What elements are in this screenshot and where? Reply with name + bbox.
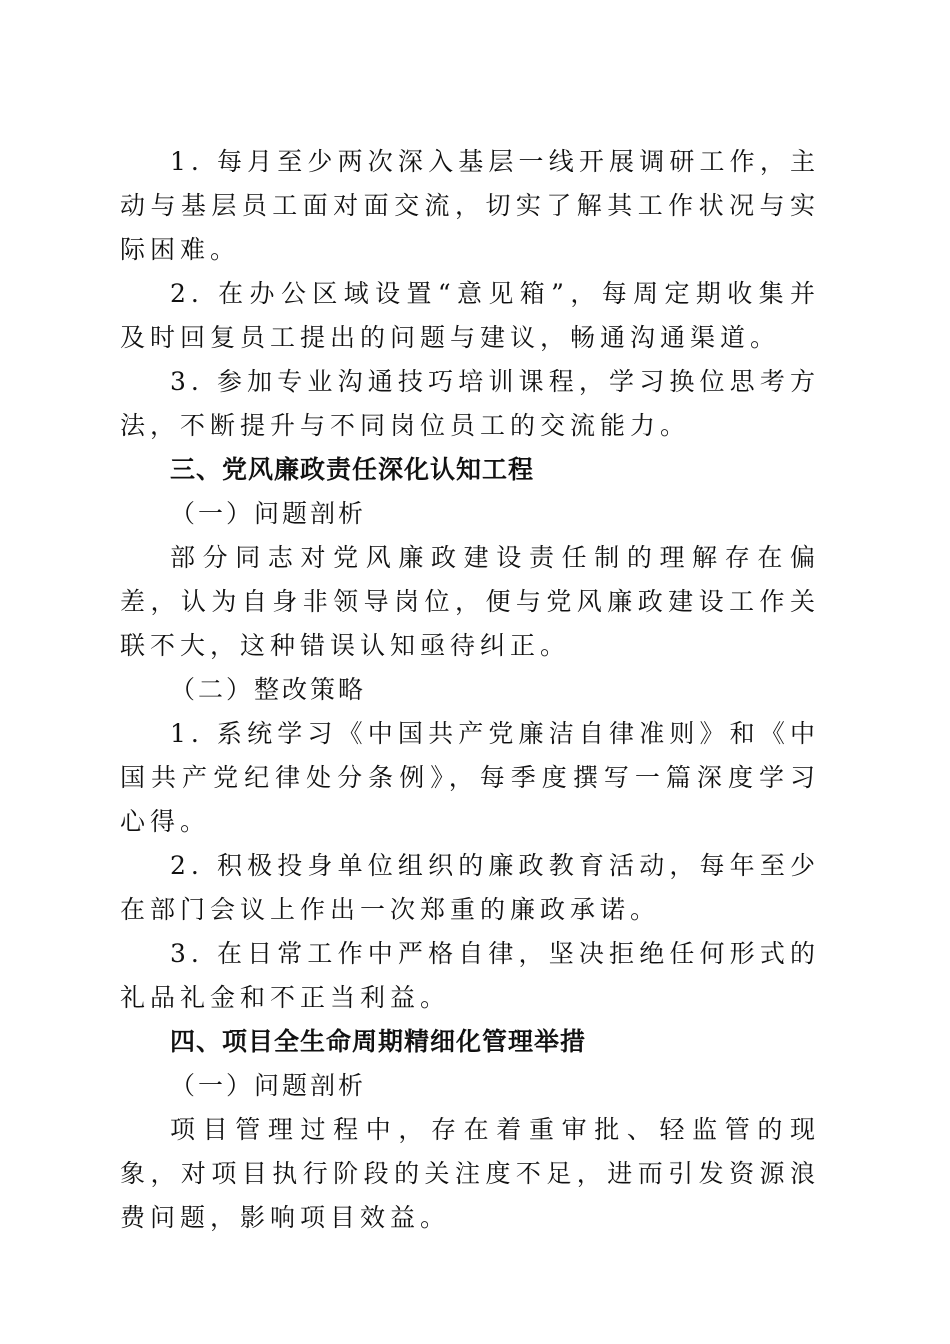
section-heading-4: 四、项目全生命周期精细化管理举措 (170, 1027, 587, 1056)
list-item-2: 2. 在办公区域设置“意见箱”，每周定期收集并及时回复员工提出的问题与建议，畅通沟通渠道。 (120, 279, 820, 352)
subheading-problem-analysis: （一）问题剖析 (170, 499, 367, 528)
document-body (120, 140, 820, 1240)
section-heading-3: 三、党风廉政责任深化认知工程 (170, 455, 535, 484)
list-item-3: 3. 参加专业沟通技巧培训课程，学习换位思考方法，不断提升与不同岗位员工的交流能力。 (120, 367, 820, 440)
subheading-problem-analysis: （一）问题剖析 (170, 1071, 367, 1100)
list-item-1: 1. 每月至少两次深入基层一线开展调研工作，主动与基层员工面对面交流，切实了解其工作状况与实际困难。 (120, 147, 820, 264)
subheading-rectification: （二）整改策略 (170, 675, 367, 704)
list-item-2: 2. 积极投身单位组织的廉政教育活动，每年至少在部门会议上作出一次郑重的廉政承诺。 (120, 851, 820, 924)
list-item-3: 3. 在日常工作中严格自律，坚决拒绝任何形式的礼品礼金和不正当利益。 (120, 939, 820, 1012)
paragraph-analysis: 部分同志对党风廉政建设责任制的理解存在偏差，认为自身非领导岗位，便与党风廉政建设工作关联不大，这种错误认知亟待纠正。 (120, 543, 820, 660)
list-item-1: 1. 系统学习《中国共产党廉洁自律准则》和《中国共产党纪律处分条例》，每季度撰写一篇深度学习心得。 (120, 719, 820, 836)
paragraph-analysis: 项目管理过程中，存在着重审批、轻监管的现象，对项目执行阶段的关注度不足，进而引发资源浪费问题，影响项目效益。 (120, 1115, 820, 1232)
